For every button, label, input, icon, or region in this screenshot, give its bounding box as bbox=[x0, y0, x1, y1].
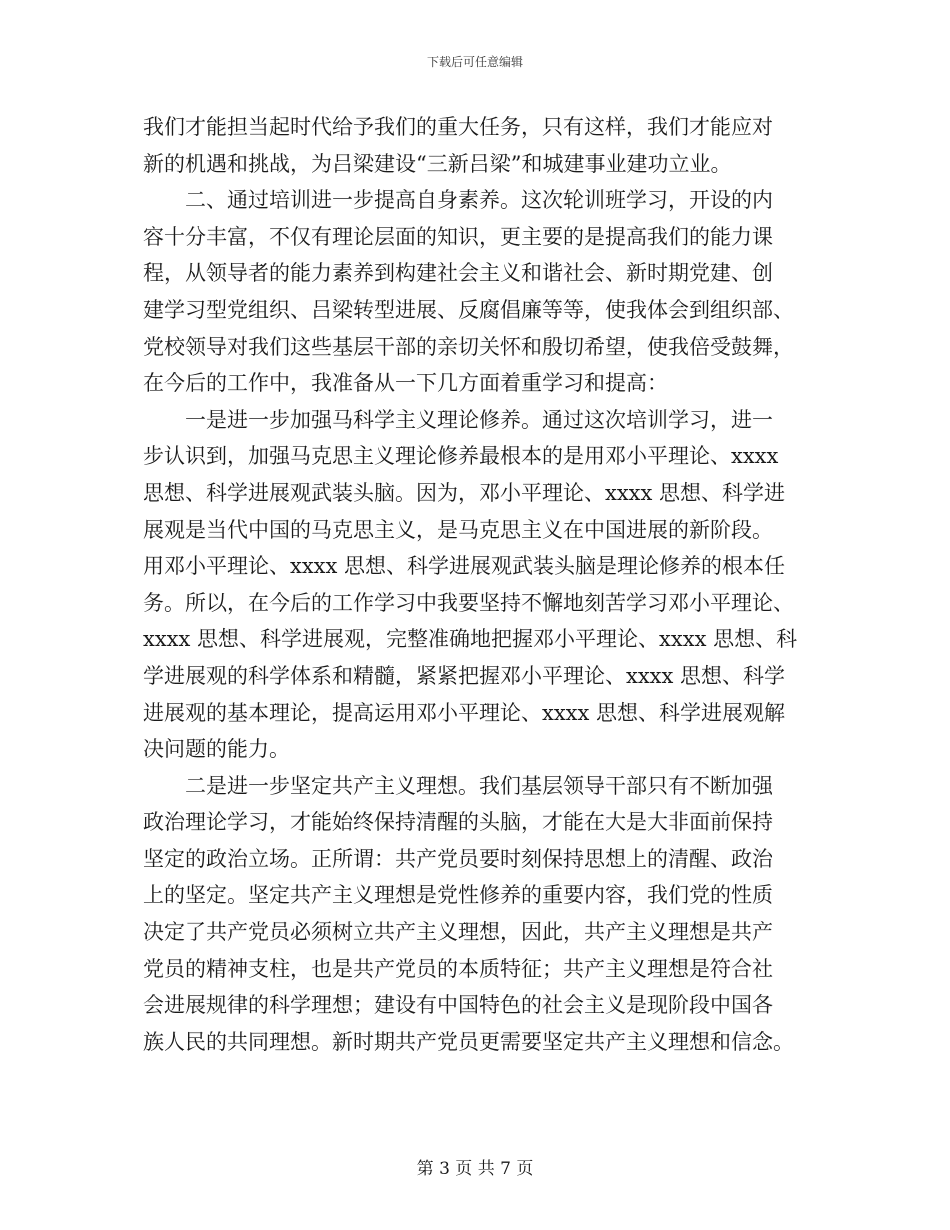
page-number-footer: 第 3 页 共 7 页 bbox=[416, 1159, 534, 1179]
paragraph bbox=[143, 109, 809, 182]
text-line: 用邓小平理论、xxxx 思想、科学进展观武装头脑是理论修养的根本任 bbox=[143, 554, 786, 579]
text-line: 坚定的政治立场。正所谓：共产党员要时刻保持思想上的清醒、政治 bbox=[143, 846, 773, 871]
text-line: 新的机遇和挑战，为吕梁建设“三新吕梁”和城建事业建功立业。 bbox=[143, 151, 732, 176]
text-line: 二是进一步坚定共产主义理想。我们基层领导干部只有不断加强 bbox=[185, 773, 773, 798]
text-line: 务。所以，在今后的工作学习中我要坚持不懈地刻苦学习邓小平理论、 bbox=[143, 590, 794, 615]
text-line: 党校领导对我们这些基层干部的亲切关怀和殷切希望，使我倍受鼓舞， bbox=[143, 334, 794, 359]
paragraph bbox=[143, 182, 809, 402]
text-line: 上的坚定。坚定共产主义理想是党性修养的重要内容，我们党的性质 bbox=[143, 883, 773, 908]
text-line: 政治理论学习，才能始终保持清醒的头脑，才能在大是大非面前保持 bbox=[143, 810, 773, 835]
text-line: 学进展观的科学体系和精髓，紧紧把握邓小平理论、xxxx 思想、科学 bbox=[143, 663, 786, 688]
document-body bbox=[143, 109, 809, 1060]
page-header-note: 下载后可任意编辑 bbox=[426, 55, 523, 69]
text-line: 思想、科学进展观武装头脑。因为，邓小平理论、xxxx 思想、科学进 bbox=[143, 480, 786, 505]
text-line: 建学习型党组织、吕梁转型进展、反腐倡廉等等，使我体会到组织部、 bbox=[143, 297, 794, 322]
text-line: 决定了共产党员必须树立共产主义理想，因此，共产主义理想是共产 bbox=[143, 920, 773, 945]
text-line: 党员的精神支柱，也是共产党员的本质特征；共产主义理想是符合社 bbox=[143, 956, 773, 981]
text-line: 程，从领导者的能力素养到构建社会主义和谐社会、新时期党建、创 bbox=[143, 261, 773, 286]
text-line: 族人民的共同理想。新时期共产党员更需要坚定共产主义理想和信念。 bbox=[143, 1029, 794, 1054]
text-line: 一是进一步加强马科学主义理论修养。通过这次培训学习，进一 bbox=[185, 407, 773, 432]
text-line: 在今后的工作中，我准备从一下几方面着重学习和提高： bbox=[143, 371, 668, 396]
text-line: 二、通过培训进一步提高自身素养。这次轮训班学习，开设的内 bbox=[185, 188, 773, 213]
text-line: 会进展规律的科学理想；建设有中国特色的社会主义是现阶段中国各 bbox=[143, 993, 773, 1018]
text-line: 展观是当代中国的马克思主义，是马克思主义在中国进展的新阶段。 bbox=[143, 517, 773, 542]
paragraph bbox=[143, 402, 809, 768]
paragraph bbox=[143, 768, 809, 1061]
text-line: 决问题的能力。 bbox=[143, 737, 290, 762]
text-line: xxxx 思想、科学进展观，完整准确地把握邓小平理论、xxxx 思想、科 bbox=[143, 627, 798, 652]
text-line: 步认识到，加强马克思主义理论修养最根本的是用邓小平理论、xxxx bbox=[143, 444, 779, 469]
text-line: 我们才能担当起时代给予我们的重大任务，只有这样，我们才能应对 bbox=[143, 115, 773, 139]
text-line: 容十分丰富，不仅有理论层面的知识，更主要的是提高我们的能力课 bbox=[143, 224, 773, 249]
text-line: 进展观的基本理论，提高运用邓小平理论、xxxx 思想、科学进展观解 bbox=[143, 700, 786, 725]
